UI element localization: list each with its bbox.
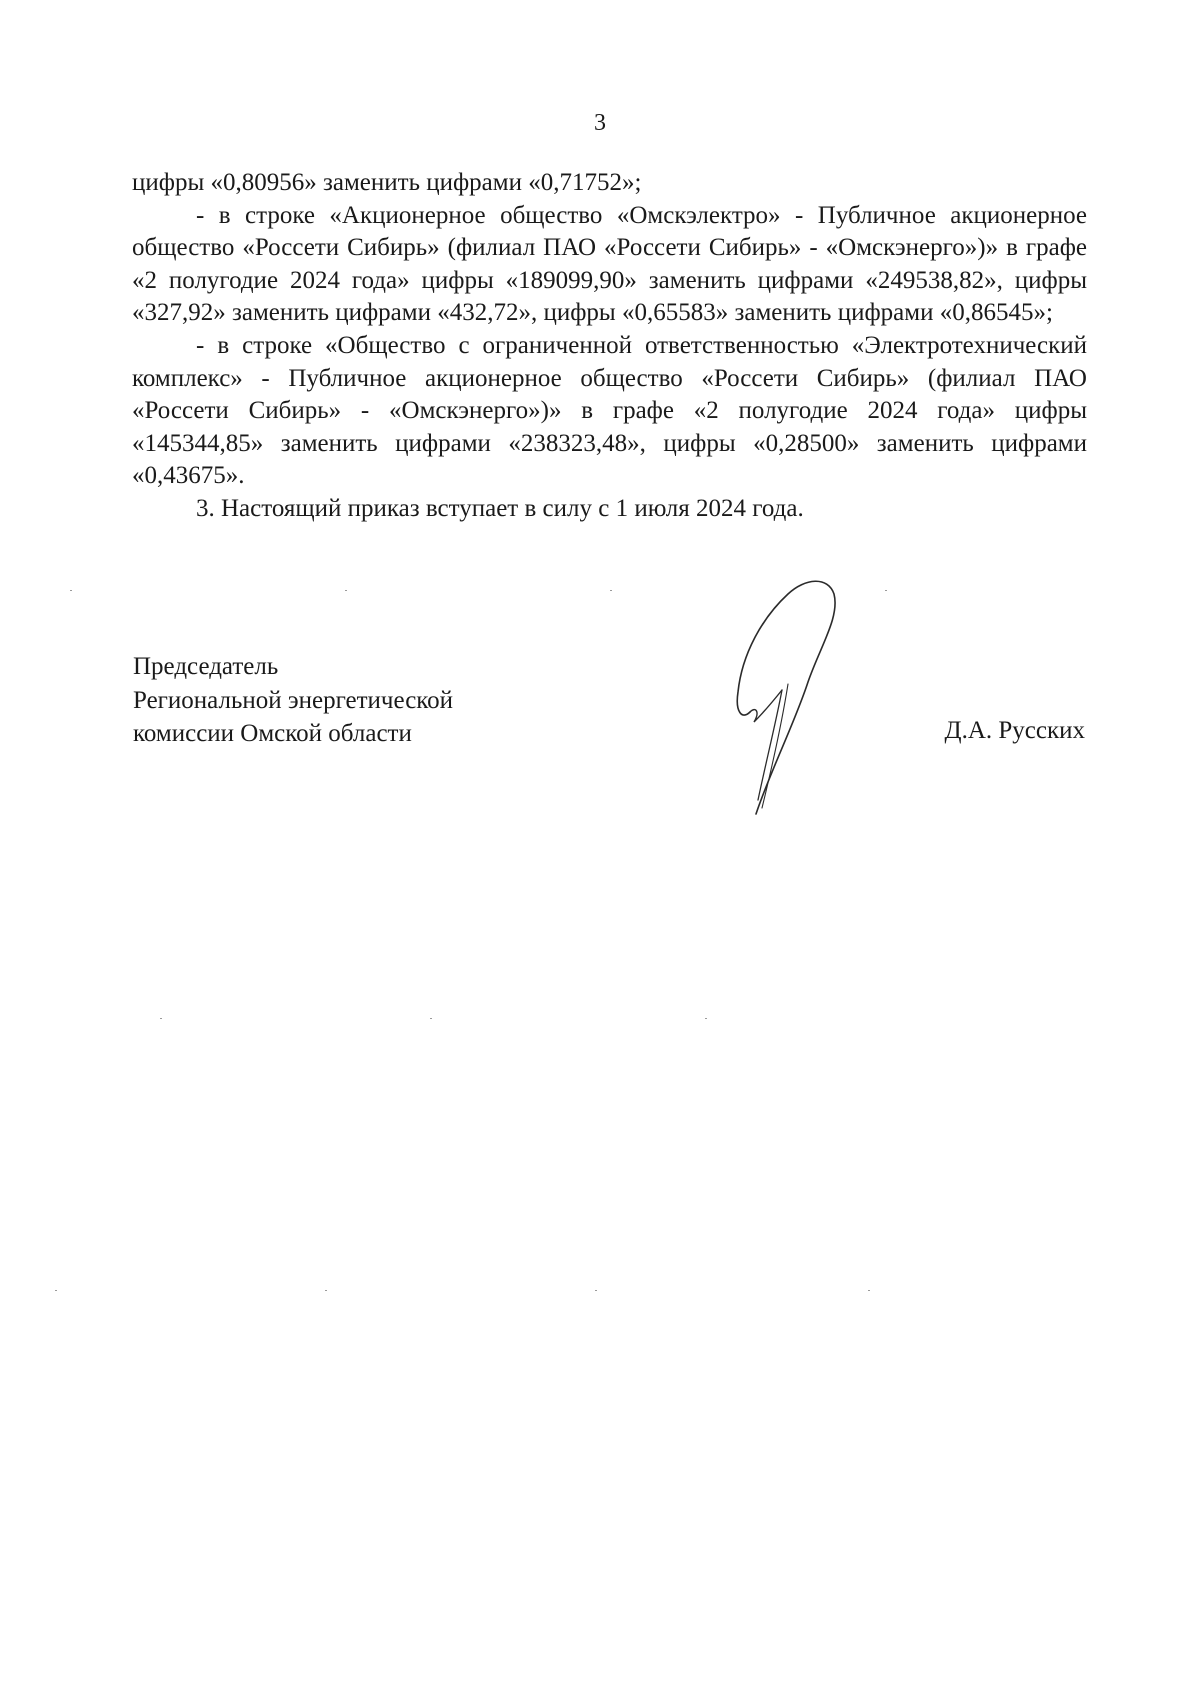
document-body bbox=[132, 167, 1087, 526]
scan-speck bbox=[70, 590, 72, 591]
paragraph-continuation: цифры «0,80956» заменить цифрами «0,71752»; bbox=[132, 169, 642, 196]
signatory-position-line: комиссии Омской области bbox=[133, 720, 412, 747]
signatory-position-line: Региональной энергетической bbox=[133, 686, 454, 714]
paragraph-effective-date: 3. Настоящий приказ вступает в силу с 1 июля 2024 года. bbox=[196, 494, 804, 522]
scan-speck bbox=[868, 1290, 870, 1291]
scan-speck bbox=[885, 590, 887, 591]
scan-speck bbox=[430, 1018, 432, 1019]
paragraph-elektrotekhnicheskiy-amendment: - в строке «Общество с ограниченной ответственностью «Электротехнический комплекс» - Публичное акционерное общество «Россети Сибирь» (филиал ПАО «Россети Сибирь» - «Омскэнерго»)» в графе «2 полугодие 2024 года» цифры «145344,85» заменить цифрами «238323,48», цифры «0,28500» заменить цифрами «0,43675». bbox=[132, 331, 1087, 490]
handwritten-signature bbox=[690, 572, 850, 817]
scan-speck bbox=[345, 590, 347, 591]
page-number: 3 bbox=[594, 110, 606, 136]
scan-speck bbox=[325, 1290, 327, 1291]
scan-speck bbox=[55, 1290, 57, 1291]
paragraph-omskelektro-amendment: - в строке «Акционерное общество «Омскэлектро» - Публичное акционерное общество «Россети Сибирь» (филиал ПАО «Россети Сибирь» - «Омскэнерго»)» в графе «2 полугодие 2024 года» цифры «189099,90» заменить цифрами «249538,82», цифры «327,92» заменить цифрами «432,72», цифры «0,65583» заменить цифрами «0,86545»; bbox=[132, 201, 1087, 327]
signatory-name: Д.А. Русских bbox=[944, 717, 1085, 744]
scan-speck bbox=[705, 1018, 707, 1019]
signatory-position bbox=[133, 650, 593, 751]
scan-speck bbox=[160, 1018, 162, 1019]
scan-speck bbox=[610, 590, 612, 591]
scan-speck bbox=[595, 1290, 597, 1291]
signatory-position-line: Председатель bbox=[133, 653, 279, 680]
